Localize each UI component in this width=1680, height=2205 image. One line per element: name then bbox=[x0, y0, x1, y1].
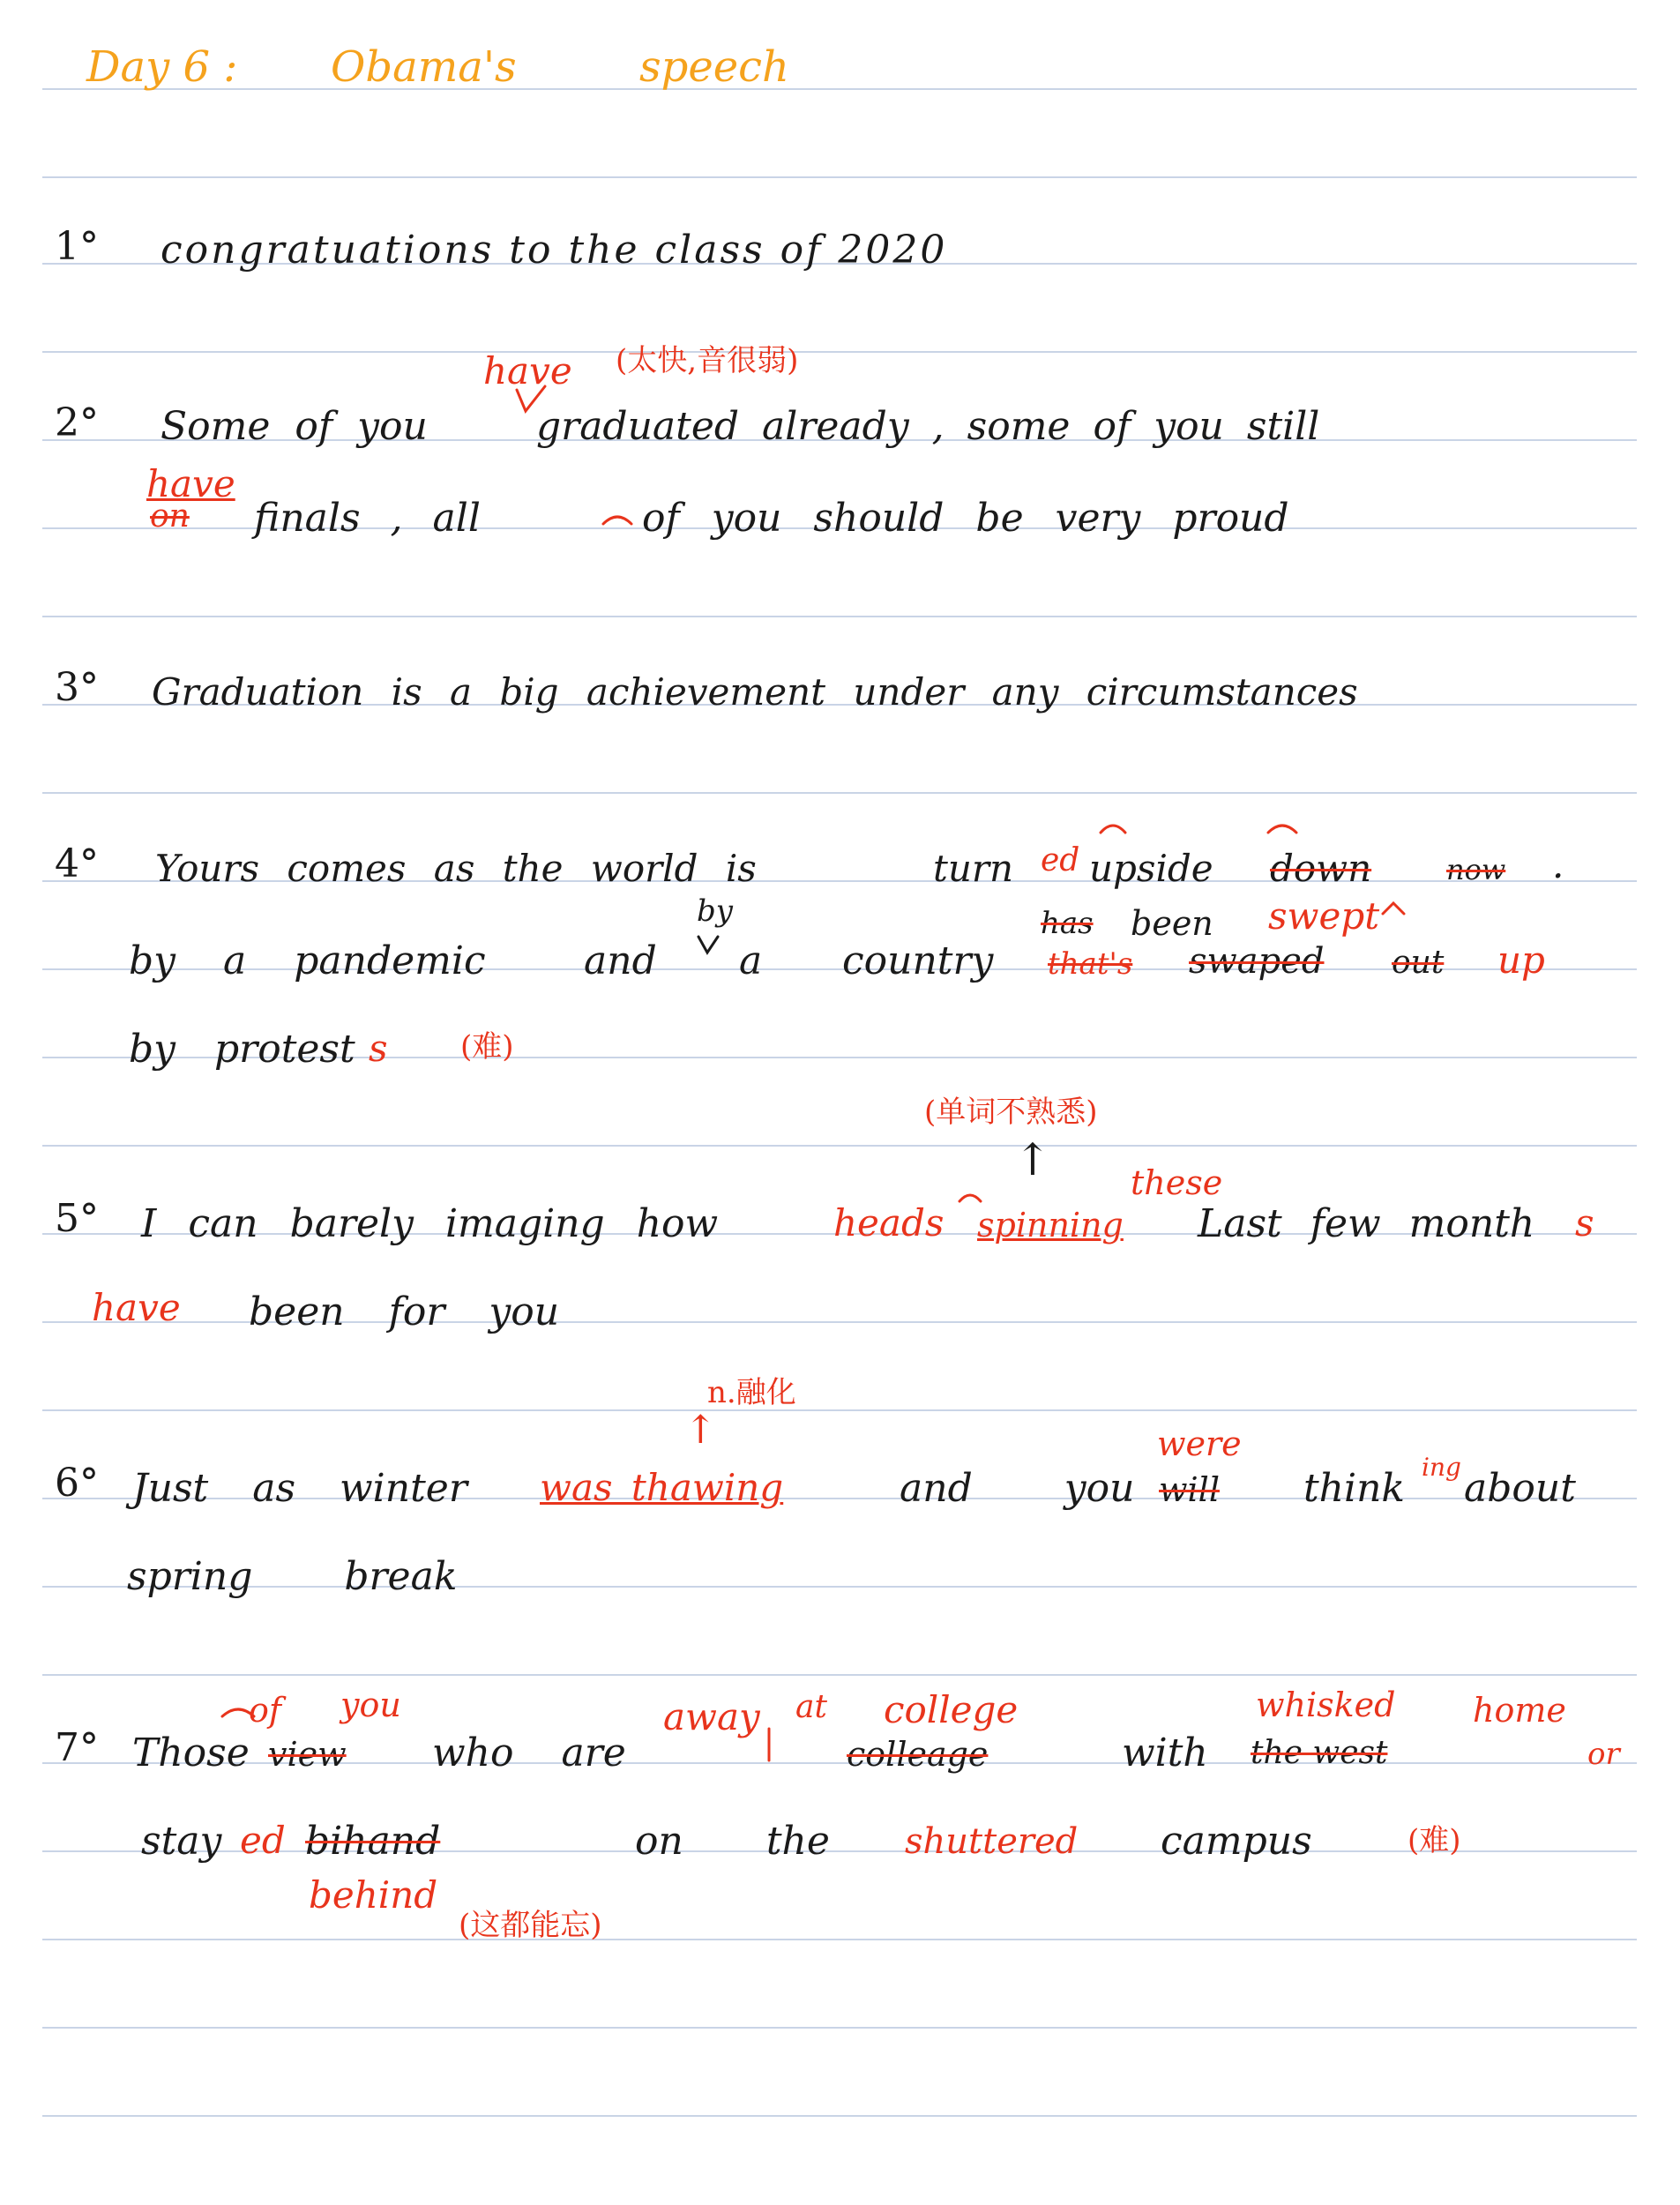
inserted-by: by bbox=[697, 893, 733, 929]
word-heads: heads bbox=[833, 1201, 945, 1245]
word-stay: stay bbox=[141, 1819, 222, 1864]
inserted-or: or bbox=[1587, 1737, 1620, 1772]
word-been: been bbox=[1131, 904, 1213, 943]
struck-word: out bbox=[1392, 945, 1445, 981]
linking-arc-icon bbox=[1383, 903, 1404, 914]
word-about: about bbox=[1464, 1466, 1576, 1511]
word-away: away bbox=[663, 1695, 760, 1738]
sentence-number: 6° bbox=[55, 1461, 99, 1506]
word-at: at bbox=[795, 1689, 827, 1725]
correction-behind: behind bbox=[309, 1873, 438, 1917]
sentence-text-line2: been for you bbox=[249, 1289, 560, 1334]
word-country: country bbox=[842, 938, 994, 983]
linking-arc-icon bbox=[603, 517, 631, 524]
word-those: Those bbox=[132, 1730, 250, 1775]
word-spinning: spinning bbox=[977, 1206, 1124, 1245]
struck-word: on bbox=[150, 498, 190, 534]
annotation-note: (难) bbox=[1407, 1823, 1461, 1858]
sentence-number: 4° bbox=[55, 841, 99, 886]
word-and-you: and you bbox=[900, 1466, 1135, 1511]
struck-word: that's bbox=[1048, 946, 1133, 982]
sentence-number: 5° bbox=[55, 1196, 99, 1241]
sentence-text-line2a: by a pandemic bbox=[129, 938, 486, 983]
inserted-ed: ed bbox=[240, 1819, 286, 1862]
word-upside: upside bbox=[1089, 847, 1213, 890]
word-and: and bbox=[584, 938, 657, 983]
sentence-text-line3a: by protest bbox=[129, 1027, 355, 1072]
word-shuttered: shuttered bbox=[905, 1821, 1079, 1862]
phrase-was-thawing: was thawing bbox=[540, 1466, 784, 1509]
annotation-note: (单词不熟悉) bbox=[924, 1095, 1098, 1130]
sentence-text-line1a: Some of you bbox=[161, 404, 428, 449]
inserted-ing: ing bbox=[1422, 1453, 1461, 1482]
word-a: a bbox=[739, 938, 763, 983]
struck-word: has bbox=[1041, 906, 1094, 941]
inserted-home: home bbox=[1473, 1691, 1566, 1730]
sentence-text-line1a: I can barely imaging how bbox=[141, 1201, 719, 1246]
title-day: Day 6 : bbox=[86, 42, 238, 92]
annotation-note: (这都能忘) bbox=[459, 1908, 602, 1943]
struck-word: view bbox=[268, 1735, 347, 1774]
annotation-note: n.融化 bbox=[707, 1375, 796, 1410]
insertion-caret-icon bbox=[698, 937, 718, 953]
inserted-have: have bbox=[92, 1286, 181, 1329]
struck-word: bihand bbox=[305, 1819, 441, 1864]
arrow-icon: ↑ bbox=[684, 1408, 717, 1453]
inserted-swept: swept bbox=[1268, 894, 1380, 938]
struck-word: will bbox=[1159, 1470, 1220, 1509]
sentence-text-line2: spring break bbox=[127, 1554, 458, 1599]
sentence-text-line1b: graduated already , some of you still bbox=[536, 404, 1320, 449]
period: . bbox=[1552, 843, 1564, 886]
linking-arc-icon bbox=[1101, 826, 1125, 833]
sentence-text: congratuations to the class of 2020 bbox=[161, 228, 948, 273]
word-who-are: who are bbox=[432, 1730, 626, 1775]
inserted-these: these bbox=[1131, 1163, 1223, 1202]
sentence-text-line2a: finals , all bbox=[254, 496, 481, 541]
struck-word: the west bbox=[1251, 1735, 1388, 1771]
word-think: think bbox=[1303, 1466, 1406, 1511]
inserted-s: s bbox=[369, 1027, 388, 1070]
struck-word-down: down bbox=[1270, 847, 1372, 890]
title-word: speech bbox=[639, 42, 789, 92]
inserted-up: up bbox=[1497, 938, 1545, 982]
inserted-you: you bbox=[340, 1686, 401, 1724]
sentence-number: 3° bbox=[55, 665, 99, 710]
sentence-text-line1b: Last few month bbox=[1198, 1201, 1535, 1246]
inserted-ed: ed bbox=[1041, 842, 1080, 878]
sentence-text-line1a: Yours comes as the world is bbox=[155, 847, 757, 890]
inserted-of: of bbox=[249, 1691, 281, 1730]
word-with: with bbox=[1122, 1730, 1208, 1775]
correction-have: have bbox=[146, 462, 235, 505]
annotation-note: (难) bbox=[460, 1029, 514, 1065]
sentence-text-line1a: Just as winter bbox=[132, 1466, 467, 1511]
struck-word: swaped bbox=[1189, 941, 1325, 982]
sentence-number: 2° bbox=[55, 400, 99, 445]
sentence-text: Graduation is a big achievement under any circumstances bbox=[152, 670, 1358, 714]
title-topic: Obama's bbox=[331, 42, 517, 92]
inserted-were: were bbox=[1157, 1424, 1242, 1463]
inserted-whisked: whisked bbox=[1256, 1686, 1396, 1724]
word-on-the: on the bbox=[635, 1819, 830, 1864]
inserted-s: s bbox=[1575, 1201, 1594, 1245]
linking-arc-icon bbox=[959, 1195, 981, 1201]
linking-arc-icon bbox=[1268, 826, 1296, 833]
annotation-note: (太快,音很弱) bbox=[616, 343, 799, 378]
word-campus: campus bbox=[1161, 1819, 1312, 1864]
word-turn: turn bbox=[933, 847, 1014, 890]
inserted-have: have bbox=[483, 349, 572, 392]
word-college: college bbox=[884, 1688, 1019, 1731]
struck-word: colleage bbox=[847, 1735, 989, 1774]
sentence-text-line2b: of you should be very proud bbox=[642, 496, 1289, 541]
struck-word: now bbox=[1446, 853, 1506, 886]
arrow-icon: ↑ bbox=[1014, 1134, 1051, 1185]
sentence-number: 1° bbox=[55, 224, 99, 269]
sentence-number: 7° bbox=[55, 1725, 99, 1770]
